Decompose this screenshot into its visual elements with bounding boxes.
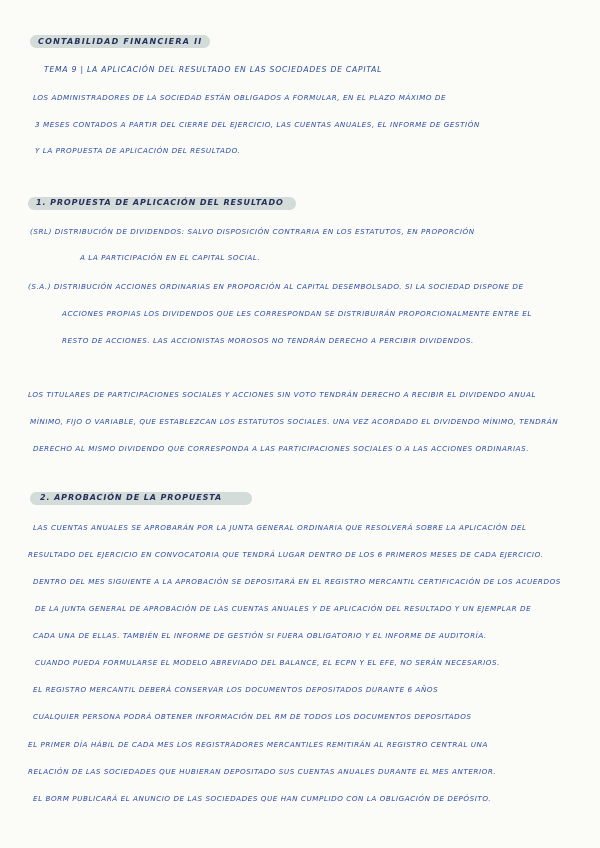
section2-line: CADA UNA DE ELLAS. TAMBIÉN EL INFORME DE GESTIÓN SI FUERA OBLIGATORIO Y EL INFORME DE AUDITORÍA. <box>33 631 487 640</box>
course-title: CONTABILIDAD FINANCIERA II <box>38 37 203 46</box>
srl-line: A LA PARTICIPACIÓN EN EL CAPITAL SOCIAL. <box>80 253 261 262</box>
section2-line: LAS CUENTAS ANUALES SE APROBARÁN POR LA JUNTA GENERAL ORDINARIA QUE RESOLVERÁ SOBRE LA APLICACIÓN DEL <box>33 523 527 532</box>
section2-line: EL BORM PUBLICARÁ EL ANUNCIO DE LAS SOCIEDADES QUE HAN CUMPLIDO CON LA OBLIGACIÓN DE DEPÓSITO. <box>33 794 492 803</box>
para-line: DERECHO AL MISMO DIVIDENDO QUE CORRESPONDA A LAS PARTICIPACIONES SOCIALES O A LAS ACCIONES ORDINARIAS. <box>33 444 530 453</box>
intro-line: Y LA PROPUESTA DE APLICACIÓN DEL RESULTADO. <box>35 146 241 155</box>
para-line: LOS TITULARES DE PARTICIPACIONES SOCIALES Y ACCIONES SIN VOTO TENDRÁN DERECHO A RECIBIR EL DIVIDENDO ANUAL <box>28 390 537 399</box>
srl-line: (SRL) DISTRIBUCIÓN DE DIVIDENDOS: SALVO DISPOSICIÓN CONTRARIA EN LOS ESTATUTOS, EN PROPORCIÓN <box>30 227 475 236</box>
sa-line: ACCIONES PROPIAS LOS DIVIDENDOS QUE LES CORRESPONDAN SE DISTRIBUIRÁN PROPORCIONALMENTE ENTRE EL <box>62 309 532 318</box>
section2-line: DE LA JUNTA GENERAL DE APROBACIÓN DE LAS CUENTAS ANUALES Y DE APLICACIÓN DEL RESULTADO Y UN EJEMPLAR DE <box>35 604 532 613</box>
sa-line: (S.A.) DISTRIBUCIÓN ACCIONES ORDINARIAS EN PROPORCIÓN AL CAPITAL DESEMBOLSADO. SI LA SOCIEDAD DISPONE DE <box>28 282 524 291</box>
section2-line: EL REGISTRO MERCANTIL DEBERÁ CONSERVAR LOS DOCUMENTOS DEPOSITADOS DURANTE 6 AÑOS <box>33 685 439 694</box>
section2-line: RELACIÓN DE LAS SOCIEDADES QUE HUBIERAN DEPOSITADO SUS CUENTAS ANUALES DURANTE EL MES ANTERIOR. <box>28 767 497 776</box>
section2-line: DENTRO DEL MES SIGUIENTE A LA APROBACIÓN SE DEPOSITARÁ EN EL REGISTRO MERCANTIL CERTIFICACIÓN DE LOS ACUERDOS <box>33 577 561 586</box>
section1-heading: 1. PROPUESTA DE APLICACIÓN DEL RESULTADO <box>36 198 284 207</box>
intro-line: 3 MESES CONTADOS A PARTIR DEL CIERRE DEL EJERCICIO, LAS CUENTAS ANUALES, EL INFORME DE GESTIÓN <box>35 120 480 129</box>
intro-line: LOS ADMINISTRADORES DE LA SOCIEDAD ESTÁN OBLIGADOS A FORMULAR, EN EL PLAZO MÁXIMO DE <box>33 93 447 102</box>
section2-heading: 2. APROBACIÓN DE LA PROPUESTA <box>40 493 223 502</box>
sa-line: RESTO DE ACCIONES. LAS ACCIONISTAS MOROSOS NO TENDRÁN DERECHO A PERCIBIR DIVIDENDOS. <box>62 336 474 345</box>
para-line: MÍNIMO, FIJO O VARIABLE, QUE ESTABLEZCAN LOS ESTATUTOS SOCIALES. UNA VEZ ACORDADO EL DIVIDENDO MÍNIMO, TENDRÁN <box>30 417 559 426</box>
section2-line: CUALQUIER PERSONA PODRÁ OBTENER INFORMACIÓN DEL RM DE TODOS LOS DOCUMENTOS DEPOSITADOS <box>33 712 472 721</box>
topic-title: TEMA 9 | LA APLICACIÓN DEL RESULTADO EN LAS SOCIEDADES DE CAPITAL <box>44 65 383 74</box>
section2-line: RESULTADO DEL EJERCICIO EN CONVOCATORIA QUE TENDRÁ LUGAR DENTRO DE LOS 6 PRIMEROS MESES DE CADA EJERCICIO. <box>28 550 544 559</box>
section2-line: EL PRIMER DÍA HÁBIL DE CADA MES LOS REGISTRADORES MERCANTILES REMITIRÁN AL REGISTRO CENTRAL UNA <box>28 740 488 749</box>
section2-line: CUANDO PUEDA FORMULARSE EL MODELO ABREVIADO DEL BALANCE, EL ECPN Y EL EFE, NO SERÁN NECESARIOS. <box>35 658 500 667</box>
